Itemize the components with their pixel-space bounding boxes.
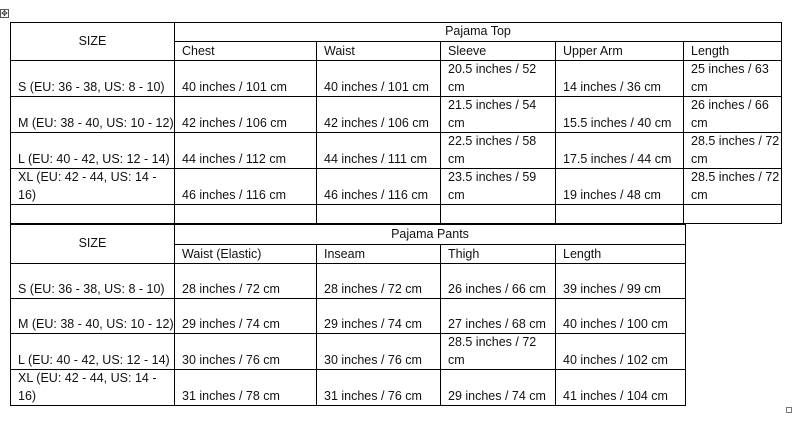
- table-cell: 20.5 inches / 52 cm: [441, 61, 556, 97]
- table-row: [11, 299, 686, 334]
- table-cell: 26 inches / 66 cm: [441, 264, 556, 299]
- table-cell: 19 inches / 48 cm: [556, 169, 684, 205]
- table-cell: 46 inches / 116 cm: [175, 169, 317, 205]
- group-title-pajama-pants: Pajama Pants: [175, 225, 686, 245]
- table-cell: 44 inches / 111 cm: [317, 133, 441, 169]
- table-cell: 21.5 inches / 54 cm: [441, 97, 556, 133]
- pajama-pants-size-table: [10, 224, 686, 406]
- table-cell: 17.5 inches / 44 cm: [556, 133, 684, 169]
- table-cell: 39 inches / 99 cm: [556, 264, 686, 299]
- size-label: XL (EU: 42 - 44, US: 14 - 16): [11, 370, 175, 406]
- table-cell: 29 inches / 74 cm: [317, 299, 441, 334]
- empty-cell: [556, 205, 684, 224]
- table-row: [11, 370, 686, 406]
- size-label: S (EU: 36 - 38, US: 8 - 10): [11, 264, 175, 299]
- size-label: L (EU: 40 - 42, US: 12 - 14): [11, 334, 175, 370]
- table-resize-handle-icon[interactable]: [786, 407, 792, 413]
- table-cell: 22.5 inches / 58 cm: [441, 133, 556, 169]
- table-row: [11, 169, 782, 205]
- table-row: [11, 334, 686, 370]
- table-row: [11, 61, 782, 97]
- table-cell: 23.5 inches / 59 cm: [441, 169, 556, 205]
- empty-cell: [317, 205, 441, 224]
- table-cell: 28 inches / 72 cm: [175, 264, 317, 299]
- table-cell: 28.5 inches / 72 cm: [684, 169, 782, 205]
- column-header-waist: Waist: [317, 42, 441, 61]
- column-header-inseam: Inseam: [317, 245, 441, 264]
- table-cell: 40 inches / 101 cm: [317, 61, 441, 97]
- table-cell: 29 inches / 74 cm: [441, 370, 556, 406]
- column-header-length: Length: [556, 245, 686, 264]
- table-cell: 15.5 inches / 40 cm: [556, 97, 684, 133]
- table-cell: 46 inches / 116 cm: [317, 169, 441, 205]
- table-row: [11, 205, 782, 224]
- table-row: [11, 97, 782, 133]
- empty-cell: [684, 205, 782, 224]
- table-cell: 28 inches / 72 cm: [317, 264, 441, 299]
- table-row: [11, 133, 782, 169]
- table-cell: 28.5 inches / 72 cm: [684, 133, 782, 169]
- size-label: M (EU: 38 - 40, US: 10 - 12): [11, 97, 175, 133]
- column-header-chest: Chest: [175, 42, 317, 61]
- group-title-pajama-top: Pajama Top: [175, 23, 782, 42]
- empty-cell: [11, 205, 175, 224]
- column-header-waist-elastic: Waist (Elastic): [175, 245, 317, 264]
- table-cell: 30 inches / 76 cm: [175, 334, 317, 370]
- column-header-sleeve: Sleeve: [441, 42, 556, 61]
- table-move-handle-icon[interactable]: ✥: [1, 9, 8, 18]
- table-cell: 25 inches / 63 cm: [684, 61, 782, 97]
- table-row: [11, 264, 686, 299]
- empty-cell: [175, 205, 317, 224]
- column-header-upper-arm: Upper Arm: [556, 42, 684, 61]
- table-cell: 42 inches / 106 cm: [317, 97, 441, 133]
- table-cell: 26 inches / 66 cm: [684, 97, 782, 133]
- size-label: S (EU: 36 - 38, US: 8 - 10): [11, 61, 175, 97]
- table-cell: 31 inches / 78 cm: [175, 370, 317, 406]
- size-label: XL (EU: 42 - 44, US: 14 - 16): [11, 169, 175, 205]
- size-label: M (EU: 38 - 40, US: 10 - 12): [11, 299, 175, 334]
- table-cell: 14 inches / 36 cm: [556, 61, 684, 97]
- pajama-top-size-table: [10, 22, 782, 224]
- table-cell: 41 inches / 104 cm: [556, 370, 686, 406]
- table-cell: 40 inches / 102 cm: [556, 334, 686, 370]
- column-header-thigh: Thigh: [441, 245, 556, 264]
- table-cell: 42 inches / 106 cm: [175, 97, 317, 133]
- table-cell: 44 inches / 112 cm: [175, 133, 317, 169]
- table-cell: 31 inches / 76 cm: [317, 370, 441, 406]
- table-cell: 30 inches / 76 cm: [317, 334, 441, 370]
- column-header-length: Length: [684, 42, 782, 61]
- size-label: L (EU: 40 - 42, US: 12 - 14): [11, 133, 175, 169]
- table-cell: 27 inches / 68 cm: [441, 299, 556, 334]
- size-header: SIZE: [11, 225, 175, 264]
- table-cell: 28.5 inches / 72 cm: [441, 334, 556, 370]
- table-cell: 40 inches / 100 cm: [556, 299, 686, 334]
- table-cell: 29 inches / 74 cm: [175, 299, 317, 334]
- table-cell: 40 inches / 101 cm: [175, 61, 317, 97]
- empty-cell: [441, 205, 556, 224]
- size-header: SIZE: [11, 23, 175, 61]
